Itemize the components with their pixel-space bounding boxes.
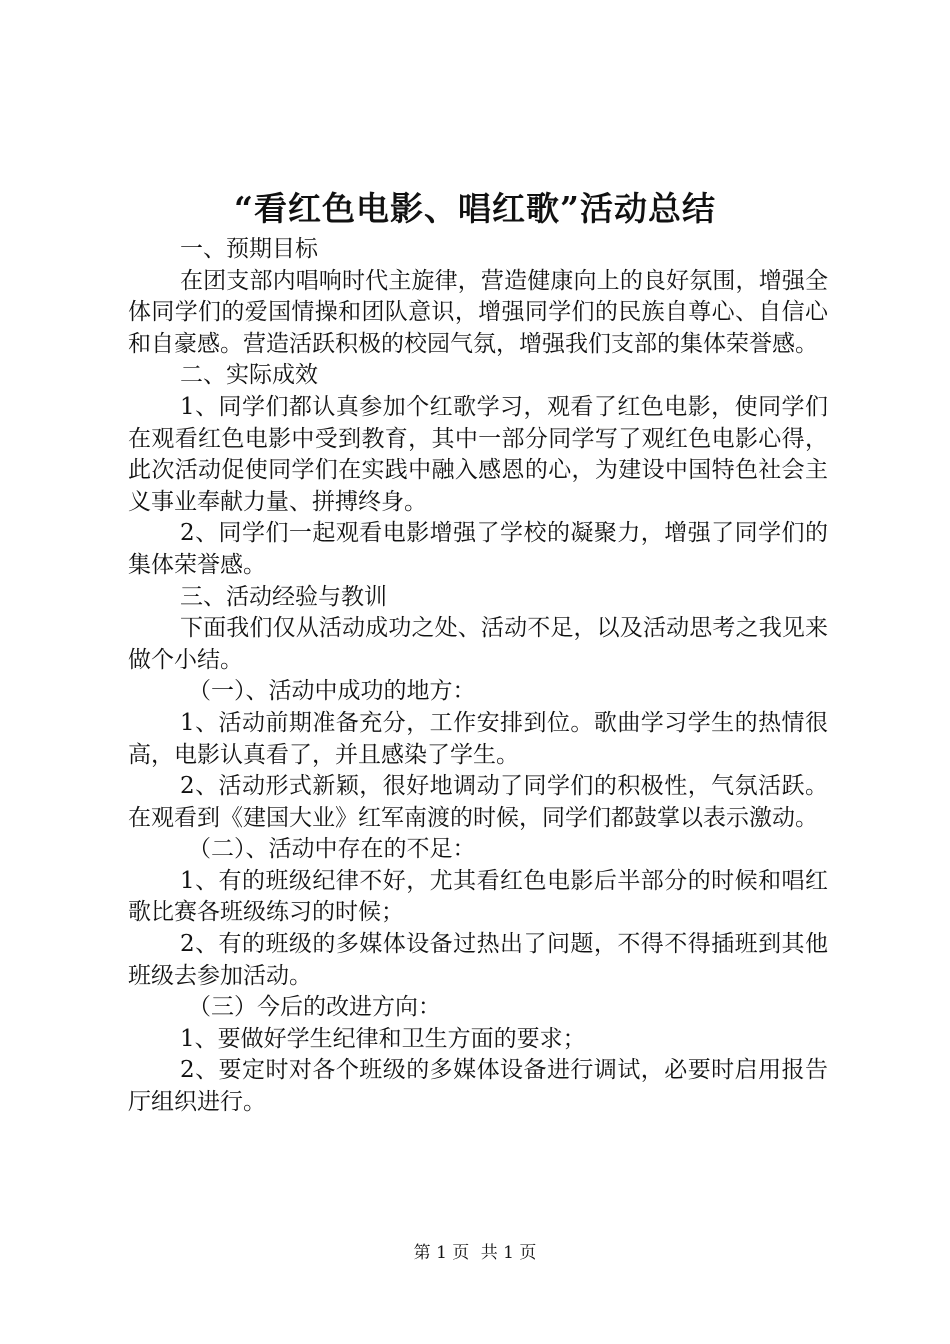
paragraph-improvement-2: 2、要定时对各个班级的多媒体设备进行调试，必要时启用报告厅组织进行。	[128, 1057, 828, 1116]
subheading-successes: （一）、活动中成功的地方：	[188, 678, 476, 705]
paragraph-shortcoming-2: 2、有的班级的多媒体设备过热出了问题，不得不得插班到其他班级去参加活动。	[128, 931, 828, 989]
page-number: 第 1 页	[413, 1243, 470, 1263]
section-heading-lessons: 三、活动经验与教训	[180, 583, 387, 610]
paragraph-improvement-1: 1、要做好学生纪律和卫生方面的要求；	[180, 1025, 586, 1052]
paragraph-result-2: 2、同学们一起观看电影增强了学校的凝聚力，增强了同学们的集体荣誉感。	[128, 520, 828, 578]
paragraph-result-1: 1、同学们都认真参加个红歌学习，观看了红色电影，使同学们在观看红色电影中受到教育，其中一部分同学写了观红色电影心得，此次活动促使同学们在实践中融入感恩的心，为建设中国特色社会主义事业奉献力量、拼搏终身。	[128, 393, 828, 515]
document-title: “看红色电影、唱红歌”活动总结	[234, 189, 716, 228]
subheading-shortcomings: （二）、活动中存在的不足：	[188, 836, 476, 863]
section-heading-results: 二、实际成效	[180, 362, 318, 389]
page-footer	[0, 1242, 950, 1264]
page-total: 共 1 页	[480, 1243, 537, 1263]
paragraph-success-1: 1、活动前期准备充分，工作安排到位。歌曲学习学生的热情很高，电影认真看了，并且感染了学生。	[128, 709, 828, 768]
section-heading-goals: 一、预期目标	[180, 236, 318, 262]
paragraph-goals: 在团支部内唱响时代主旋律，营造健康向上的良好氛围，增强全体同学们的爱国情操和团队意识，增强同学们的民族自尊心、自信心和自豪感。营造活跃积极的校园气氛，增强我们支部的集体荣誉感。	[128, 267, 828, 357]
paragraph-shortcoming-1: 1、有的班级纪律不好，尤其看红色电影后半部分的时候和唱红歌比赛各班级练习的时候；	[128, 867, 828, 926]
paragraph-lessons-intro: 下面我们仅从活动成功之处、活动不足，以及活动思考之我见来做个小结。	[128, 615, 828, 673]
document-body	[128, 234, 828, 1119]
subheading-improvements: （三）今后的改进方向：	[188, 994, 441, 1021]
paragraph-success-2: 2、活动形式新颖，很好地调动了同学们的积极性，气氛活跃。在观看到《建国大业》红军南渡的时候，同学们都鼓掌以表示激动。	[128, 773, 828, 831]
